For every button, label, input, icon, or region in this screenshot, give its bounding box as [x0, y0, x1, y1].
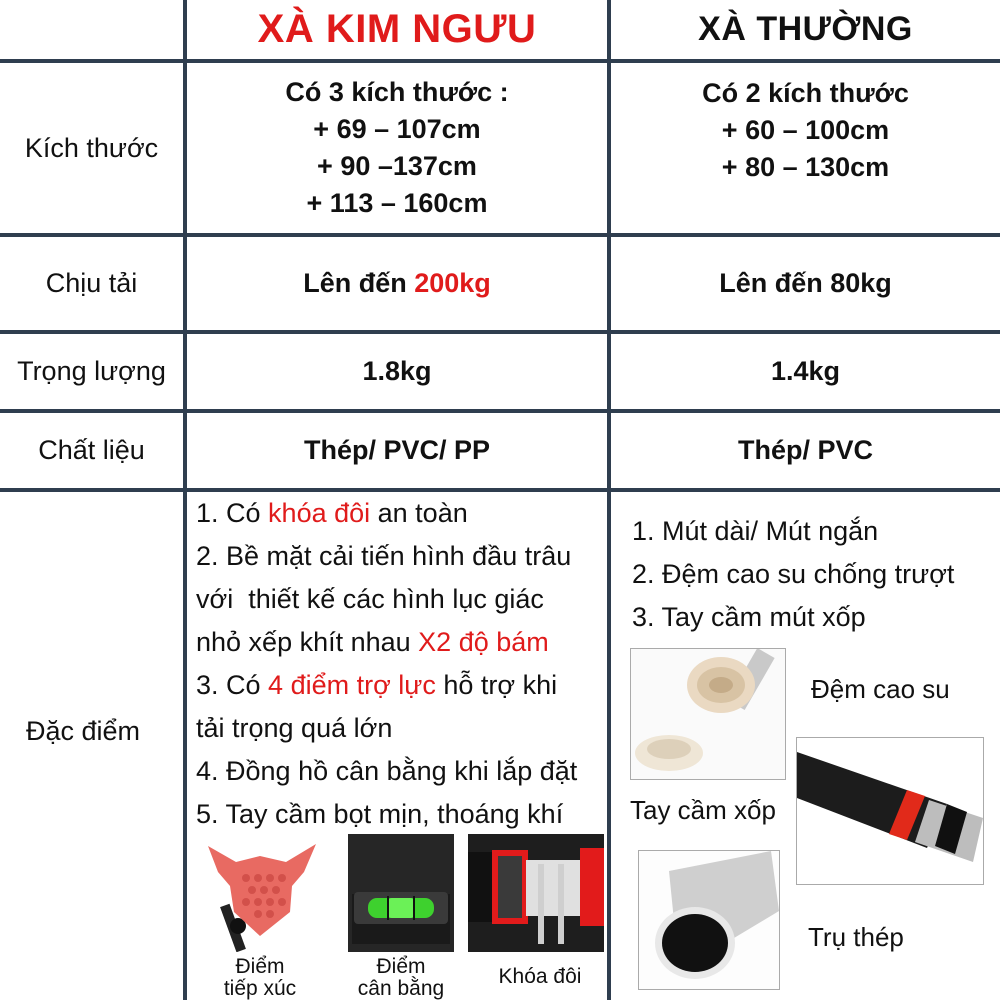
- caption-steel-tube: Trụ thép: [808, 922, 904, 952]
- weight-kim-nguu: 1.8kg: [362, 356, 432, 386]
- caption-line: Điểm: [376, 955, 426, 978]
- header-thuong: XÀ THƯỜNG: [698, 10, 913, 48]
- load-prefix: Lên đến: [303, 268, 415, 298]
- row-label-weight: Trọng lượng: [17, 356, 166, 386]
- feature-highlight: khóa đôi: [268, 498, 371, 528]
- feature-text: nhỏ xếp khít nhau: [196, 627, 419, 657]
- feature-line: 3. Tay cầm mút xốp: [632, 602, 866, 632]
- caption-line: tiếp xúc: [223, 977, 297, 1000]
- row-label-material: Chất liệu: [38, 435, 145, 465]
- size-line: + 60 – 100cm: [721, 115, 890, 145]
- level-gauge-image: [348, 834, 454, 952]
- caption-balance-point: [351, 956, 451, 1000]
- caption-line: Điểm: [235, 955, 285, 978]
- feature-text: hỗ trợ khi: [435, 670, 558, 700]
- feature-line: tải trọng quá lớn: [196, 713, 393, 743]
- size-kim-nguu: [187, 63, 607, 233]
- size-thuong: [611, 63, 1000, 205]
- bull-head-grip-image: [200, 834, 322, 952]
- feature-line: [196, 492, 577, 535]
- feature-highlight: 4 điểm trợ lực: [268, 670, 436, 700]
- feature-line: 2. Đệm cao su chống trượt: [632, 559, 955, 589]
- weight-thuong: 1.4kg: [770, 356, 841, 386]
- load-highlight: 200kg: [414, 268, 491, 298]
- feature-line: 5. Tay cầm bọt mịn, thoáng khí: [196, 799, 564, 829]
- size-line: Có 3 kích thước :: [285, 77, 509, 107]
- foam-grip-image: [796, 737, 984, 885]
- size-line: + 80 – 130cm: [721, 152, 890, 182]
- feature-text: 3. Có: [196, 670, 269, 700]
- features-thuong: [632, 510, 954, 639]
- row-label-load: Chịu tải: [45, 268, 138, 298]
- feature-highlight: X2 độ bám: [418, 627, 549, 657]
- feature-text: an toàn: [370, 498, 468, 528]
- caption-double-lock: Khóa đôi: [498, 965, 582, 988]
- feature-line: 2. Bề mặt cải tiến hình đầu trâu: [196, 541, 572, 571]
- size-line: + 69 – 107cm: [313, 114, 481, 144]
- double-lock-image: [468, 834, 604, 952]
- feature-line: 4. Đồng hồ cân bằng khi lắp đặt: [196, 756, 578, 786]
- feature-line: [196, 621, 577, 664]
- feature-line: với thiết kế các hình lục giác: [196, 584, 544, 614]
- rubber-pad-image: [630, 648, 786, 780]
- feature-line: [196, 664, 577, 707]
- size-line: Có 2 kích thước: [702, 78, 909, 108]
- feature-text: 1. Có: [196, 498, 269, 528]
- caption-contact-point: [220, 956, 300, 1000]
- steel-tube-image: [638, 850, 780, 990]
- caption-foam-grip: Tay cầm xốp: [630, 795, 776, 825]
- material-thuong: Thép/ PVC: [737, 435, 873, 465]
- caption-line: cân bằng: [357, 977, 445, 1000]
- load-kim-nguu: [187, 237, 607, 330]
- material-kim-nguu: Thép/ PVC/ PP: [303, 435, 491, 465]
- row-label-size: Kích thước: [24, 132, 159, 163]
- feature-line: 1. Mút dài/ Mút ngắn: [632, 516, 879, 546]
- size-line: + 90 –137cm: [317, 151, 477, 181]
- features-kim-nguu: [196, 492, 577, 836]
- size-line: + 113 – 160cm: [306, 188, 488, 218]
- load-thuong: Lên đến 80kg: [719, 268, 892, 298]
- header-kim-nguu: XÀ KIM NGƯU: [257, 7, 537, 51]
- caption-rubber-pad: Đệm cao su: [811, 674, 950, 704]
- row-label-features: Đặc điểm: [25, 715, 141, 746]
